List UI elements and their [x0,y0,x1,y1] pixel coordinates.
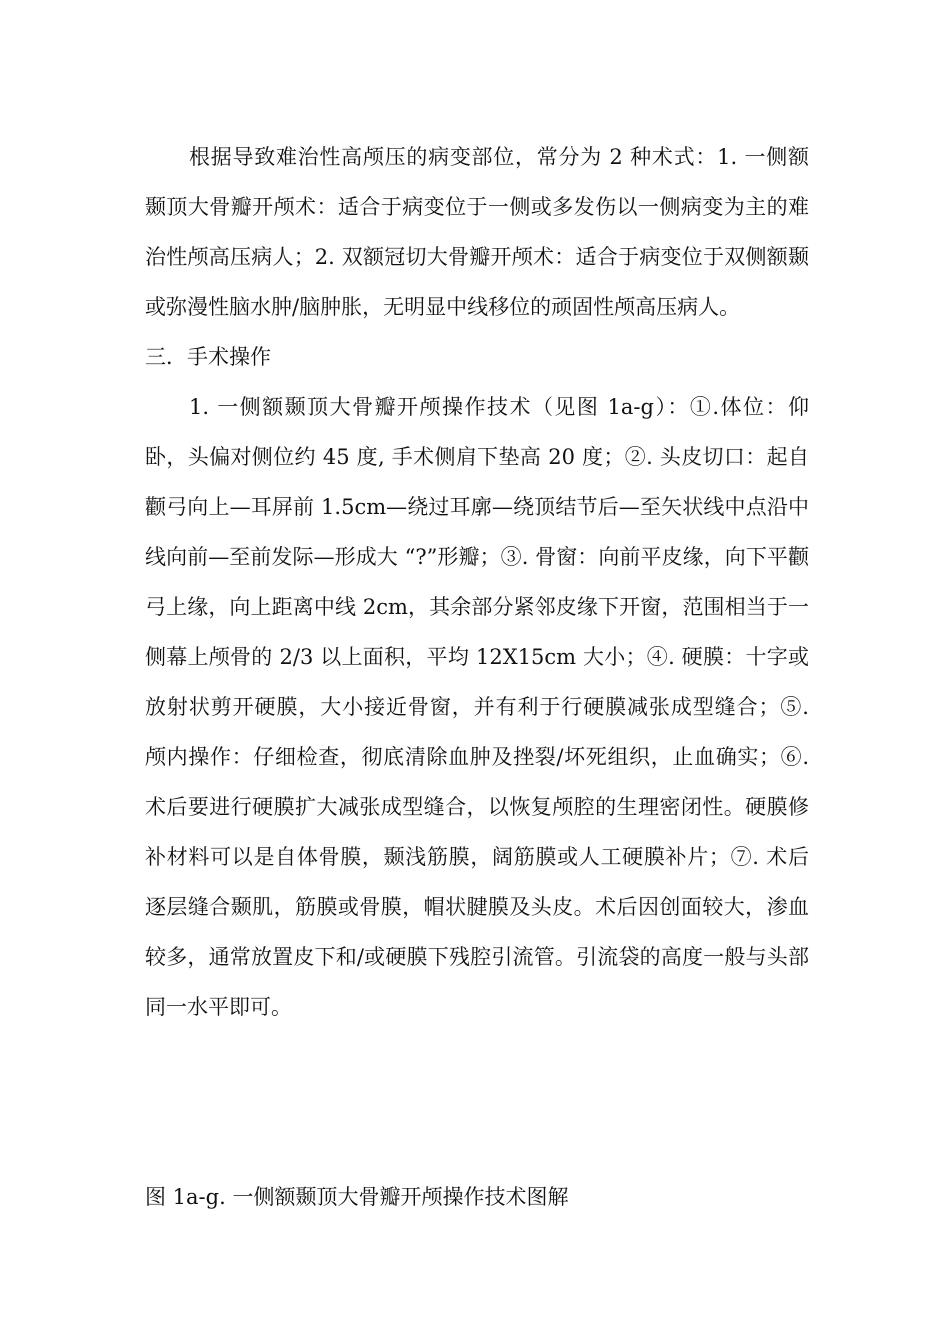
section-heading-surgical-operation: 三．手术操作 [145,345,271,369]
paragraph-surgical-types: 根据导致难治性高颅压的病变部位，常分为 2 种术式：1. 一侧额颞顶大骨瓣开颅术：适合于病变位于一侧或多发伤以一侧病变为主的难治性颅高压病人；2. 双额冠切大骨瓣开颅术：适合于病变位于双侧额颞或弥漫性脑水肿/脑肿胀，无明显中线移位的顽固性颅高压病人。 [145,145,809,319]
paragraph-operation-technique: 1. 一侧额颞顶大骨瓣开颅操作技术（见图 1a-g）：①.体位：仰卧，头偏对侧位约 45 度, 手术侧肩下垫高 20 度；②. 头皮切口：起自颧弓向上—耳屏前 1.5cm—绕过耳廓—绕顶结节后—至矢状线中点沿中线向前—至前发际—形成大 “?”形瓣；③. 骨窗：向前平皮缘，向下平颧弓上缘，向上距离中线 2cm，其余部分紧邻皮缘下开窗，范围相当于一侧幕上颅骨的 2/3 以上面积，平均 12X15cm 大小；④. 硬膜：十字或放射状剪开硬膜，大小接近骨窗，并有利于行硬膜减张成型缝合；⑤. 颅内操作：仔细检查，彻底清除血肿及挫裂/坏死组织，止血确实；⑥. 术后要进行硬膜扩大减张成型缝合，以恢复颅腔的生理密闭性。硬膜修补材料可以是自体骨膜，颞浅筋膜，阔筋膜或人工硬膜补片；⑦. 术后逐层缝合颞肌，筋膜或骨膜，帽状腱膜及头皮。术后因创面较大，渗血较多，通常放置皮下和/或硬膜下残腔引流管。引流袋的高度一般与头部同一水平即可。 [145,395,809,1019]
document-body [145,132,809,1032]
figure-caption: 图 1a-g. 一侧额颞顶大骨瓣开颅操作技术图解 [145,1185,569,1209]
